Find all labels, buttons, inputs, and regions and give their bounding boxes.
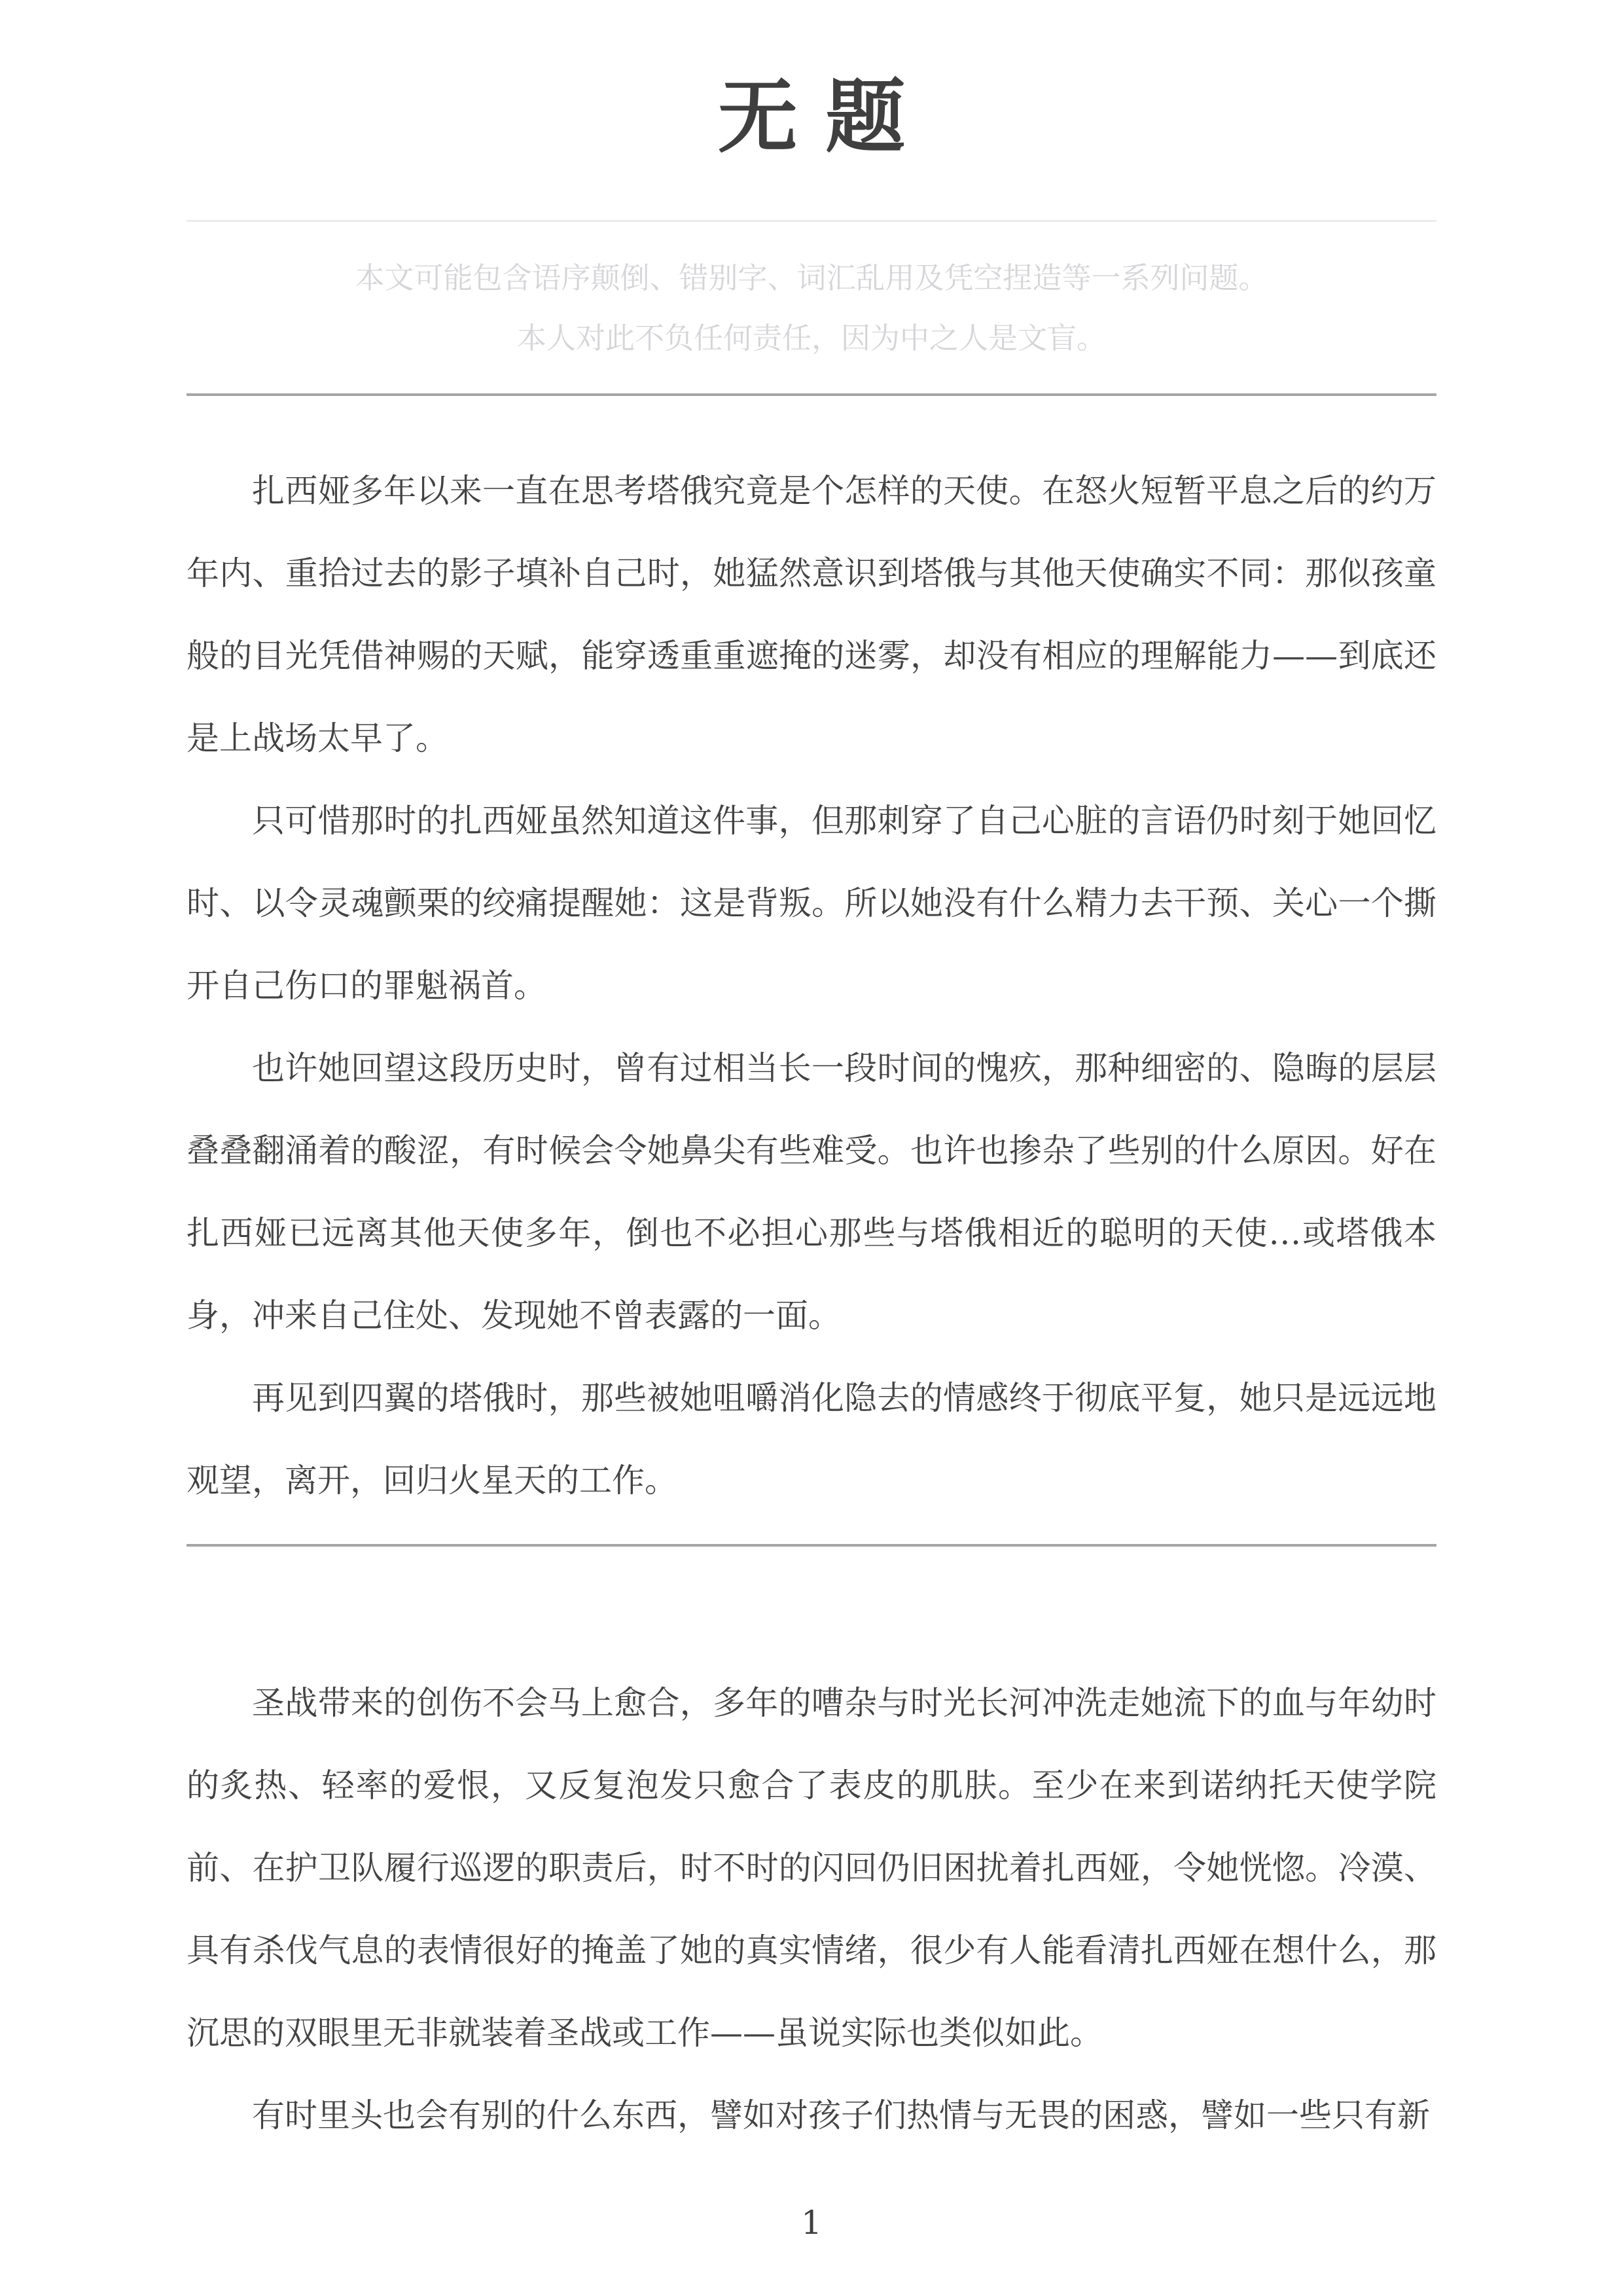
paragraph: 只可惜那时的扎西娅虽然知道这件事，但那刺穿了自己心脏的言语仍时刻于她回忆时、以令灵魂颤栗的绞痛提醒她：这是背叛。所以她没有什么精力去干预、关心一个撕开自己伤口的罪魁祸首。 <box>187 802 1436 1005</box>
disclaimer-line-2: 本人对此不负任何责任，因为中之人是文盲。 <box>516 321 1106 355</box>
page-title: 无 题 <box>717 69 906 164</box>
page-number: 1 <box>801 2204 822 2242</box>
paragraph: 有时里头也会有别的什么东西，譬如对孩子们热情与无畏的困惑，譬如一些只有新 <box>252 2096 1430 2134</box>
divider-after-disclaimer <box>187 393 1436 396</box>
section-1 <box>187 450 1436 1522</box>
paragraph: 圣战带来的创伤不会马上愈合，多年的嘈杂与时光长河冲洗走她流下的血与年幼时的炙热、轻率的爱恨，又反复泡发只愈合了表皮的肌肤。至少在来到诺纳托天使学院前、在护卫队履行巡逻的职责后，时不时的闪回仍旧困扰着扎西娅，令她恍惚。冷漠、具有杀伐气息的表情很好的掩盖了她的真实情绪，很少有人能看清扎西娅在想什么，那沉思的双眼里无非就装着圣战或工作——虽说实际也类似如此。 <box>187 1684 1436 2052</box>
paragraph: 再见到四翼的塔俄时，那些被她咀嚼消化隐去的情感终于彻底平复，她只是远远地观望，离开，回归火星天的工作。 <box>187 1379 1436 1499</box>
paragraph: 也许她回望这段历史时，曾有过相当长一段时间的愧疚，那种细密的、隐晦的层层叠叠翻涌着的酸涩，有时候会令她鼻尖有些难受。也许也掺杂了些别的什么原因。好在扎西娅已远离其他天使多年，倒也不必担心那些与塔俄相近的聪明的天使…或塔俄本身，冲来自己住处、发现她不曾表露的一面。 <box>187 1049 1436 1335</box>
divider-section-break <box>187 1544 1436 1547</box>
section-2 <box>187 1662 1436 2157</box>
disclaimer-block <box>187 248 1436 368</box>
disclaimer-line-1: 本文可能包含语序颠倒、错别字、词汇乱用及凭空捏造等一系列问题。 <box>355 260 1268 295</box>
divider-under-title <box>187 220 1436 222</box>
paragraph: 扎西娅多年以来一直在思考塔俄究竟是个怎样的天使。在怒火短暂平息之后的约万年内、重拾过去的影子填补自己时，她猛然意识到塔俄与其他天使确实不同：那似孩童般的目光凭借神赐的天赋，能穿透重重遮掩的迷雾，却没有相应的理解能力——到底还是上战场太早了。 <box>187 472 1436 757</box>
